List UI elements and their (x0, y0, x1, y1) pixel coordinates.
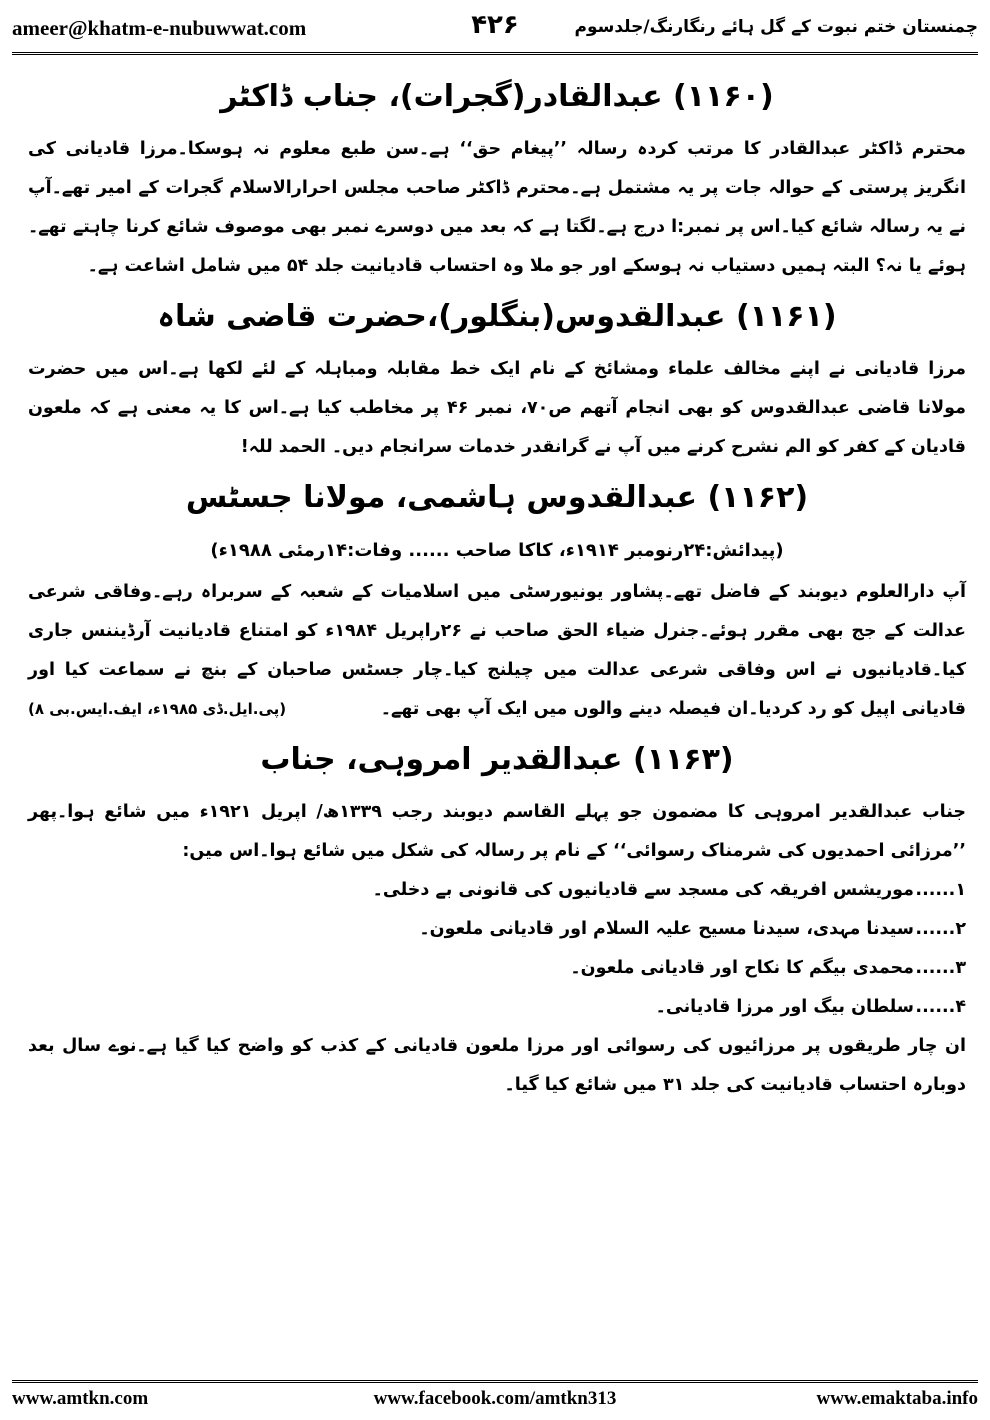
entry-closing: ان چار طریقوں پر مرزائیوں کی رسوائی اور مرزا ملعون قادیانی کے کذب کو واضح کیا گیا ہے۔نوے سال بعد دوبارہ احتساب قادیانیت کی جلد ۳۱ میں شائع کیا گیا۔ (28, 1036, 966, 1095)
header-divider (12, 52, 978, 55)
entry-1161 (28, 294, 966, 467)
list-item-text: محمدی بیگم کا نکاح اور قادیانی ملعون۔ (570, 958, 914, 978)
page-number: ۴۲۶ (471, 10, 519, 40)
entry-1163 (28, 737, 966, 1105)
entry-1162 (28, 475, 966, 729)
footer-link-emaktaba[interactable]: www.emaktaba.info (816, 1388, 978, 1409)
book-title: چمنستان ختم نبوت کے گل ہائے رنگارنگ/جلدسوم (574, 17, 978, 37)
list-item-text: موریشس افریقہ کی مسجد سے قادیانیوں کی قانونی بے دخلی۔ (372, 880, 914, 900)
entry-title: (۱۱۶۳) عبدالقدیر امروہی، جناب (260, 742, 734, 777)
entry-paragraph: مرزا قادیانی نے اپنے مخالف علماء ومشائخ کے نام ایک خط مقابلہ ومباہلہ کے لئے لکھا ہے۔اس میں حضرت مولانا قاضی عبدالقدوس کو بھی انجام آتھم ص۷۰، نمبر ۴۶ پر مخاطب کیا ہے۔اس کا یہ معنی ہے کہ ملعون قادیان کے کفر کو الم نشرح کرنے میں آپ نے گرانقدر خدمات سرانجام دیں۔ الحمد للہ! (28, 359, 966, 457)
entry-paragraph: محترم ڈاکٹر عبدالقادر کا مرتب کردہ رسالہ ’’پیغام حق‘‘ ہے۔سن طبع معلوم نہ ہوسکا۔مرزا قادیانی کی انگریز پرستی کے حوالہ جات پر یہ مشتمل ہے۔محترم ڈاکٹر صاحب مجلس احرارالاسلام گجرات کے امیر تھے۔آپ نے یہ رسالہ شائع کیا۔اس پر نمبر:ا درج ہے۔لگتا ہے کہ بعد میں دوسرے نمبر بھی موصوف شائع کرنا چاہتے تھے۔ہوئے یا نہ؟ البتہ ہمیں دستیاب نہ ہوسکے اور جو ملا وہ احتساب قادیانیت جلد ۵۴ میں شامل اشاعت ہے۔ (28, 139, 966, 276)
list-item-number: ۴...... (915, 997, 966, 1017)
page-footer (12, 1388, 978, 1414)
list-item (28, 988, 966, 1027)
entry-title: (۱۱۶۱) عبدالقدوس(بنگلور)،حضرت قاضی شاہ (157, 299, 837, 334)
header-email[interactable]: ameer@khatm-e-nubuwwat.com (12, 16, 307, 40)
list-item-text: سیدنا مہدی، سیدنا مسیح علیہ السلام اور قادیانی ملعون۔ (419, 919, 914, 939)
entry-dates: (پیدائش:۲۴رنومبر ۱۹۱۴ء، کاکا صاحب ...... وفات:۱۴رمئی ۱۹۸۸ء) (210, 540, 784, 561)
entry-title: (۱۱۶۲) عبدالقدوس ہاشمی، مولانا جسٹس (185, 480, 809, 515)
list-item (28, 871, 966, 910)
footer-link-amtkn[interactable]: www.amtkn.com (12, 1388, 149, 1409)
entry-paragraph-text: آپ دارالعلوم دیوبند کے فاضل تھے۔پشاور یونیورسٹی میں اسلامیات کے شعبہ کے سربراہ رہے۔وفاقی شرعی عدالت کے جج بھی مقرر ہوئے۔جنرل ضیاء الحق صاحب نے ۲۶راپریل ۱۹۸۴ء کو امتناع قادیانیت آرڈیننس جاری کیا۔قادیانیوں نے اس وفاقی شرعی عدالت میں چیلنج کیا۔چار جسٹس صاحبان کے بنچ نے سماعت کیا اور قادیانی اپیل کو رد کردیا۔ان فیصلہ دینے والوں میں ایک آپ بھی تھے۔ (28, 582, 966, 719)
entry-list (28, 871, 966, 1027)
footer-divider (12, 1380, 978, 1383)
entry-citation: (پی.ایل.ڈی ۱۹۸۵ء، ایف.ایس.بی ۸) (28, 700, 287, 718)
entry-paragraph (28, 573, 966, 729)
list-item-number: ۲...... (915, 919, 966, 939)
list-item-number: ۳...... (915, 958, 966, 978)
list-item (28, 910, 966, 949)
page-header (12, 8, 978, 54)
entry-paragraph: جناب عبدالقدیر امروہی کا مضمون جو پہلے القاسم دیوبند رجب ۱۳۳۹ھ/ اپریل ۱۹۲۱ء میں شائع ہوا۔پھر ’’مرزائی احمدیوں کی شرمناک رسوائی‘‘ کے نام پر رسالہ کی شکل میں شائع ہوا۔اس میں: (28, 802, 966, 861)
entry-title: (۱۱۶۰) عبدالقادر(گجرات)، جناب ڈاکٹر (220, 79, 774, 114)
page-content (28, 66, 966, 1105)
footer-link-facebook[interactable]: www.facebook.com/amtkn313 (373, 1388, 617, 1409)
list-item-number: ۱...... (915, 880, 966, 900)
entry-1160 (28, 74, 966, 286)
list-item (28, 949, 966, 988)
list-item-text: سلطان بیگ اور مرزا قادیانی۔ (655, 997, 914, 1017)
